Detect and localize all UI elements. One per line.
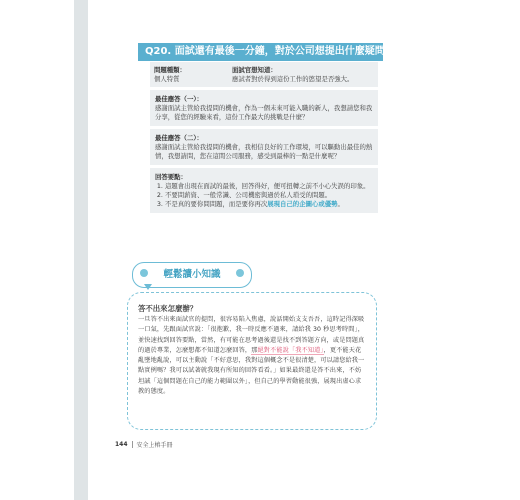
knowledge-badge — [132, 262, 252, 288]
intent-column — [232, 66, 353, 84]
answer-tips-label: 回答要點： — [155, 173, 187, 181]
badge-dot-right — [236, 269, 244, 277]
note-underline — [251, 347, 323, 355]
info-row — [150, 62, 378, 87]
tip-highlight: 展現自己的企圖心或優勢 — [267, 200, 338, 208]
note-paragraph: 一旦答不出來面試官的提問，很容易陷入焦慮，說話開始支支吾吾，這時記得深吸一口氣，先跟面試官說：「很抱歉，我一時反應不過來，請給我 30 秒思考時間」，並快速找到回答要點，當然，有可能在思考過後還是找不到答題方向，或是問題真的過於專業，怎麼想都不知道怎麼回答， — [138, 316, 365, 354]
answer-tips — [150, 168, 378, 213]
page-number: 144 — [115, 441, 128, 448]
book-title: 安全上樁手冊 — [136, 442, 173, 449]
question-title: Q20. 面試還有最後一分鐘，對於公司想提出什麼疑問嗎？ — [145, 46, 405, 57]
best-answer-2 — [150, 129, 378, 165]
intent-value: 應試者對於得到這份工作的慾望是否強大。 — [232, 75, 354, 83]
knowledge-note — [127, 292, 377, 430]
note-title: 答不出來怎麼辦？ — [138, 304, 198, 313]
best-answer-2-label: 最佳應答（二）： — [155, 134, 203, 142]
page-footer — [115, 440, 173, 449]
type-label: 問題種類： — [154, 66, 186, 74]
note-underline-pre: 那 — [251, 346, 258, 354]
qa-content — [150, 62, 378, 213]
question-header — [138, 43, 405, 61]
tip-item: 2. 不要問薪資、一般常識、公司機密與過於私人瑣受的問題。 — [165, 191, 373, 200]
best-answer-2-text: 感謝面試主管給我提問的機會，我相信良好的工作環境，可以驅動出最佳的熱情，我想請問，您在這間公司服務，感受到最棒的一點是什麼呢？ — [155, 143, 373, 160]
tip-item — [165, 200, 373, 209]
tip-item-3-pre: 不是真的要你問問題，而是要你再次 — [165, 200, 268, 208]
tip-item-3-post: 。 — [337, 200, 344, 208]
answer-tips-list — [155, 182, 373, 209]
note-emphasis: 絕對不能說「我不知道」 — [257, 346, 324, 354]
intent-label: 面試官想知道： — [232, 66, 277, 74]
badge-tail — [144, 284, 152, 290]
best-answer-1-label: 最佳應答（一）： — [155, 95, 203, 103]
footer-divider — [132, 441, 133, 448]
best-answer-1-text: 感謝面試主管給我提問的機會，作為一個未來可能入職的新人，我想請您和我分享，從您的經驗來看，這份工作最大的挑戰是什麼？ — [155, 104, 373, 121]
best-answer-1 — [150, 90, 378, 126]
note-body — [138, 315, 366, 397]
type-column — [154, 66, 232, 84]
type-value: 個人特質 — [154, 75, 180, 83]
badge-label: 輕鬆讀小知識 — [163, 269, 221, 280]
tip-item: 1. 這題會出現在面試的最後，回答得好，便可扭轉之前不小心失誤的印象。 — [165, 182, 373, 191]
sidebar-bar — [74, 0, 88, 500]
note-paragraph-cont: ，更不能天花亂墜地亂說，可以主動說「不好意思，我對這個概念不是很清楚，可以請您給我一點實例嗎？我可以試著就我現有所知的回答看看。」如果最終還是答不出來，不妨坦誠「這個問題在自己的能力範圍以外」，但自己的學習動能很強，展現出虛心求教的態度。 — [138, 346, 365, 396]
